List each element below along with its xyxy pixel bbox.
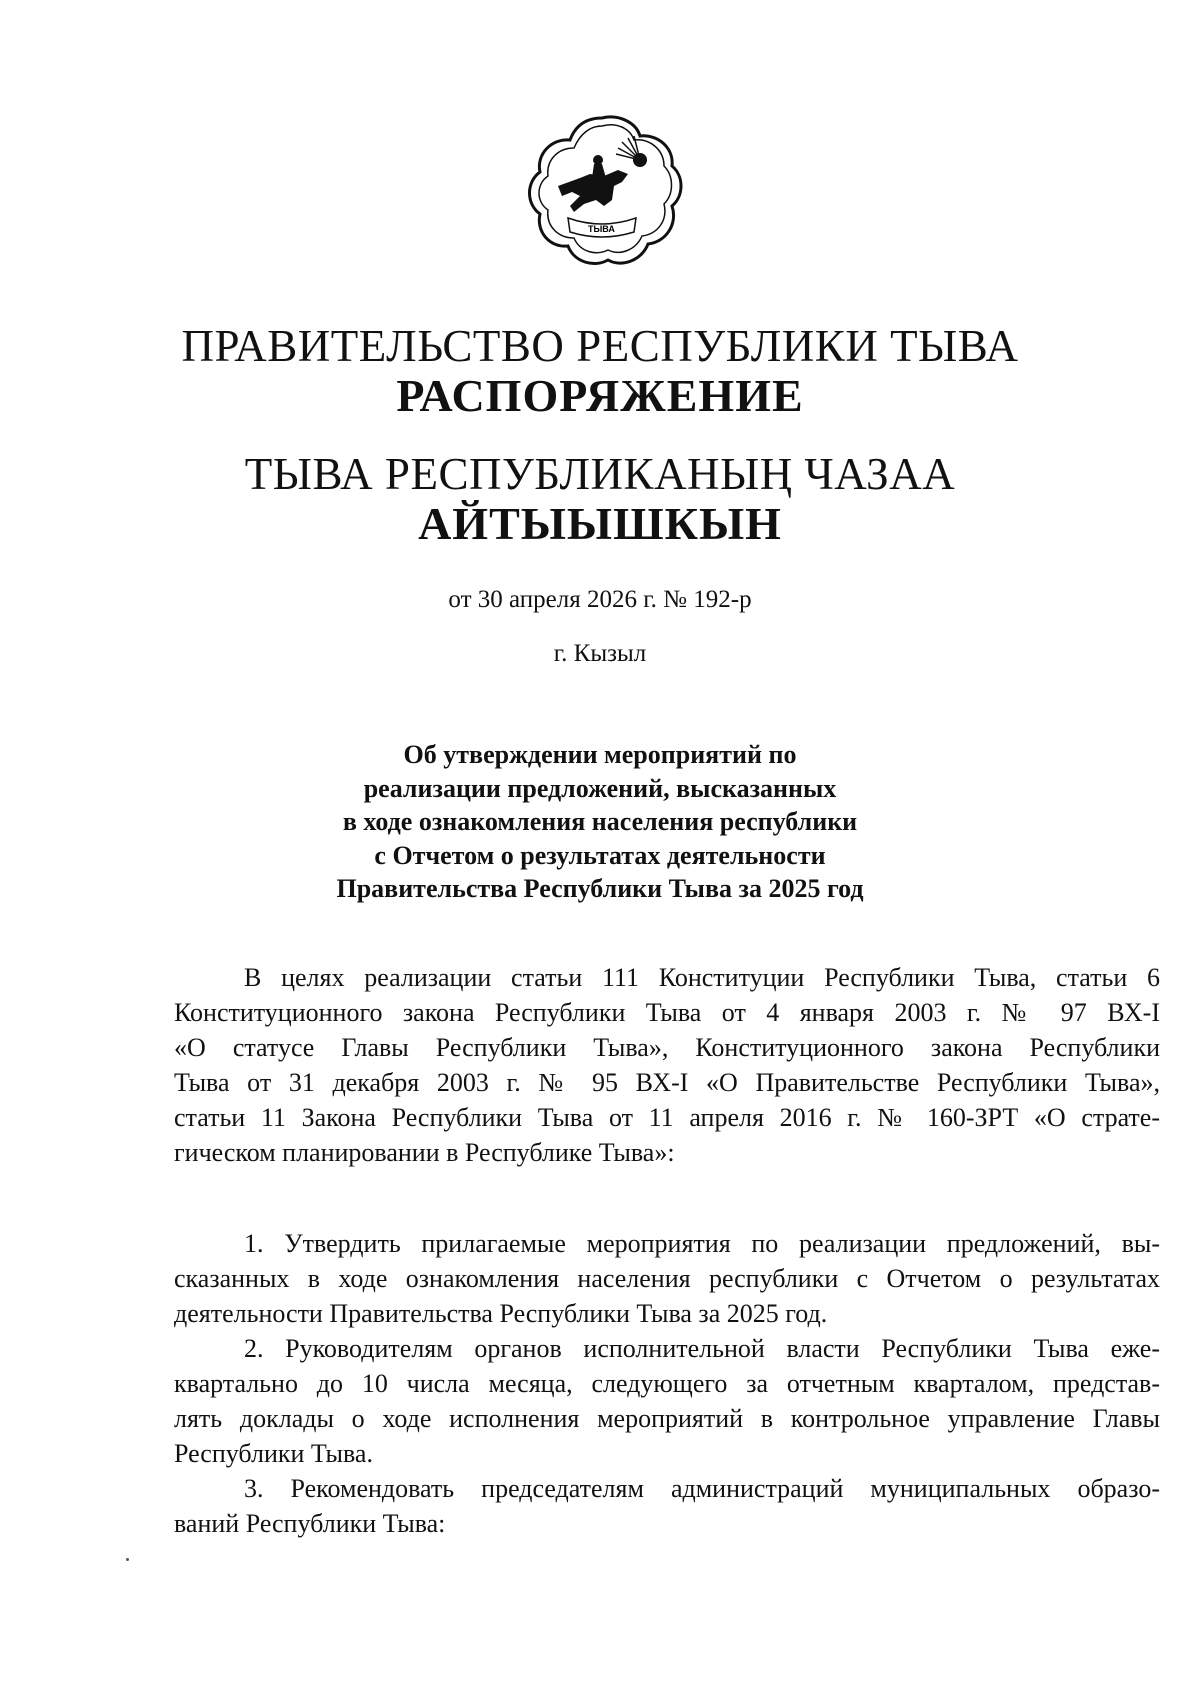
paragraph-line: сказанных в ходе ознакомления населения республики с Отчетом о результатах	[174, 1264, 1160, 1293]
paragraph-line: «О статусе Главы Республики Тыва», Конституционного закона Республики	[174, 1033, 1160, 1062]
scan-speck	[126, 1558, 129, 1561]
item-2-paragraph	[174, 1331, 1160, 1471]
paragraph-line: 3. Рекомендовать председателям администраций муниципальных образо-	[244, 1474, 1160, 1503]
paragraph-line: лять доклады о ходе исполнения мероприятий в контрольное управление Главы	[174, 1404, 1160, 1433]
subject-line: реализации предложений, высказанных	[363, 773, 837, 803]
tuva-coat-of-arms-icon	[518, 108, 686, 276]
subject-line: с Отчетом о результатах деятельности	[374, 840, 826, 870]
paragraph-line: статьи 11 Закона Республики Тыва от 11 апреля 2016 г. № 160-ЗРТ «О страте-	[174, 1103, 1160, 1132]
subject-line: Об утверждении мероприятий по	[403, 740, 797, 769]
paragraph-line: гическом планировании в Республике Тыва»:	[174, 1138, 675, 1167]
paragraph-line: Республики Тыва.	[174, 1439, 373, 1468]
item-1-paragraph	[174, 1226, 1160, 1331]
item-3-paragraph	[174, 1471, 1160, 1541]
paragraph-line: 2. Руководителям органов исполнительной власти Республики Тыва еже-	[244, 1334, 1160, 1363]
subject-line: в ходе ознакомления населения республики	[342, 807, 858, 836]
document-date-number: от 30 апреля 2026 г. № 192-р	[448, 586, 752, 613]
document-type-tyv: АЙТЫЫШКЫН	[418, 498, 782, 549]
paragraph-line: В целях реализации статьи 111 Конституции Республики Тыва, статьи 6	[244, 963, 1160, 992]
paragraph-line: квартально до 10 числа месяца, следующего за отчетным кварталом, представ-	[174, 1369, 1160, 1398]
paragraph-line: Конституционного закона Республики Тыва от 4 января 2003 г. № 97 ВХ-I	[174, 998, 1160, 1027]
document-city: г. Кызыл	[553, 640, 647, 667]
preamble-paragraph	[174, 960, 1160, 1170]
paragraph-line: деятельности Правительства Республики Тыва за 2025 год.	[174, 1299, 828, 1328]
government-title-ru: ПРАВИТЕЛЬСТВО РЕСПУБЛИКИ ТЫВА	[181, 321, 1019, 371]
document-subject	[0, 738, 1200, 906]
subject-line: Правительства Республики Тыва за 2025 год	[336, 874, 864, 903]
paragraph-line: 1. Утвердить прилагаемые мероприятия по реализации предложений, вы-	[244, 1229, 1160, 1258]
paragraph-line: ваний Республики Тыва:	[174, 1509, 446, 1538]
document-type-ru: РАСПОРЯЖЕНИЕ	[396, 370, 804, 421]
government-title-tyv: ТЫВА РЕСПУБЛИКАНЫҢ ЧАЗАА	[244, 449, 956, 499]
emblem-text: ТЫВА	[588, 224, 615, 234]
paragraph-line: Тыва от 31 декабря 2003 г. № 95 ВХ-I «О Правительстве Республики Тыва»,	[174, 1068, 1160, 1097]
